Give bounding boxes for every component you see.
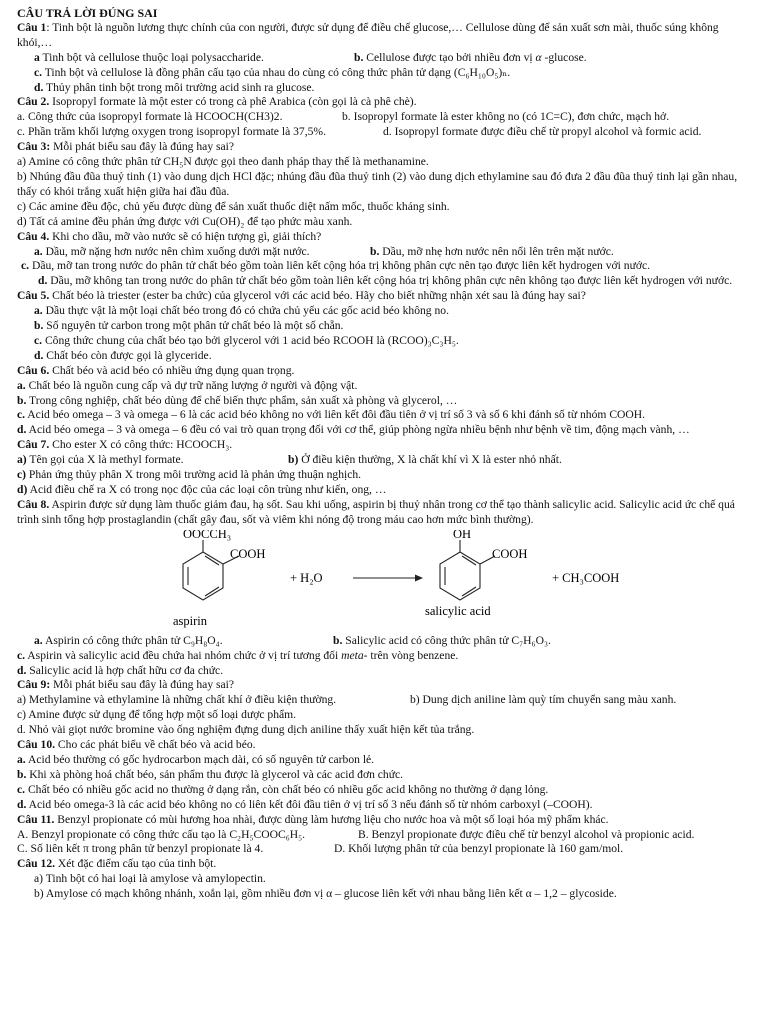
question-4-options-ab: a. Dầu, mỡ nặng hơn nước nên chìm xuống dưới mặt nước. b. Dầu, mỡ nhẹ hơn nước nên nổi lên trên mặt nước.: [34, 244, 614, 258]
reaction-scheme: [17, 530, 747, 632]
question-5-option-b: b. Số nguyên tử carbon trong một phân tử chất béo là một số chẵn.: [34, 319, 344, 333]
question-9-stem: Câu 9: Mỗi phát biểu sau đây là đúng hay sai?: [17, 678, 235, 692]
question-11-options-cd: C. Số liên kết π trong phân tử benzyl propionate là 4. D. Khối lượng phân tử của benzyl propionate là 160 gam/mol.: [17, 842, 624, 856]
question-7-options-ab: a) Tên gọi của X là methyl formate. b) Ở điều kiện thường, X là chất khí vì X là ester nhỏ nhất.: [17, 453, 562, 467]
reaction-arrow-head: [415, 574, 423, 581]
question-5-stem: Câu 5. Chất béo là triester (ester ba chức) của glycerol với các acid béo. Hãy cho biết những nhận xét sau là đúng hay sai?: [17, 289, 586, 303]
question-1-options-ab: a Tinh bột và cellulose thuộc loại polysaccharide. b. Cellulose được tạo bởi nhiều đơn vị α -glucose.: [34, 50, 587, 64]
question-8-options-ab: a. Aspirin có công thức phân tử C₉H₈O₄. b. Salicylic acid có công thức phân tử C₇H₆O₃.: [34, 633, 551, 647]
question-6-option-d: d. Acid béo omega – 3 và omega – 6 đều có vai trò quan trọng đối với cơ thể, giúp phòng ngừa nhiều bệnh như bệnh về tim, động mạch vành, …: [17, 423, 690, 437]
ooch3-label: OOCCH₃: [183, 529, 232, 541]
question-7-option-d: d) Acid điều chế ra X có trong nọc độc của các loại côn trùng như kiến, ong, …: [17, 483, 387, 496]
question-2-options-ab: a. Công thức của isopropyl formate là HCOOCH(CH3)2. b. Isopropyl formate là ester không no (có 1C=C), đơn chức, mạch hở.: [17, 110, 670, 124]
cooh-label-1: COOH: [230, 546, 266, 561]
plus-acetic-acid: + CH₃COOH: [552, 570, 620, 585]
plus-water: + H₂O: [290, 570, 323, 585]
question-9-option-d: d. Nhỏ vài giọt nước bromine vào ống nghiệm đựng dung dịch aniline thấy xuất hiện kết tủa trắng.: [17, 723, 475, 737]
page-title: CÂU TRẢ LỜI ĐÚNG SAI: [17, 6, 158, 20]
aspirin-label: aspirin: [173, 613, 208, 628]
question-11-stem: Câu 11. Benzyl propionate có mùi hương hoa nhài, được dùng làm hương liệu cho nước hoa và một số loại hóa mỹ phẩm khác.: [17, 812, 609, 826]
question-6-option-b: b. Trong công nghiệp, chất béo dùng để chế biến thực phẩm, sản xuất xà phòng và glycerol, …: [17, 393, 458, 407]
question-12-option-b: b) Amylose có mạch không nhánh, xoắn lại, gồm nhiều đơn vị α – glucose liên kết với nhau bằng liên kết α – 1,2 – glycoside.: [34, 887, 617, 901]
question-10-option-c: c. Chất béo có nhiều gốc acid no thường ở dạng rắn, còn chất béo có nhiều gốc acid không no thường ở dạng lỏng.: [17, 782, 549, 796]
question-10-option-d: d. Acid béo omega-3 là các acid béo không no có liên kết đôi đầu tiên ở vị trí số 3 nếu đánh số từ nhóm carboxyl (–COOH).: [17, 797, 593, 811]
question-1-option-c: c. Tinh bột và cellulose là đồng phân cấu tạo của nhau do cùng có công thức phân tử dạng (C₆H₁₀O₅)ₙ.: [34, 65, 511, 79]
question-2-options-cd: c. Phần trăm khối lượng oxygen trong isopropyl formate là 37,5%. d. Isopropyl formate được điều chế từ propyl alcohol và formic acid.: [17, 125, 702, 139]
salicylic-acid-label: salicylic acid: [425, 603, 491, 618]
question-6-option-a: a. Chất béo là nguồn cung cấp và dự trữ năng lượng ở người và động vật.: [17, 378, 358, 392]
question-5-option-c: c. Công thức chung của chất béo tạo bởi glycerol với 1 acid béo RCOOH là (RCOO)₃C₃H₅.: [34, 333, 459, 347]
question-3-stem: Câu 3: Mỗi phát biểu sau đây là đúng hay sai?: [17, 140, 235, 154]
question-10-option-b: b. Khi xà phòng hoá chất béo, sản phẩm thu được là glycerol và các acid đơn chức.: [17, 767, 404, 781]
question-12-stem: Câu 12. Xét đặc điểm cấu tạo của tinh bột.: [17, 857, 217, 871]
question-4-option-c: c. Dầu, mỡ tan trong nước do phân tử chất béo gồm toàn liên kết cộng hóa trị không phân cực nên tạo được liên kết hydrogen với nước.: [21, 259, 651, 273]
question-3-option-c: c) Các amine đều độc, chủ yếu được dùng để sản xuất thuốc diệt nấm mốc, thuốc kháng sinh.: [17, 199, 450, 213]
question-1-stem: Câu 1: Tinh bột là nguồn lương thực chính của con người, được sử dụng để điều chế glucose,… Cellulose dùng để sản xuất sơn mài, thuốc súng không khói,…: [17, 20, 719, 49]
question-9-options-ab: a) Methylamine và ethylamine là những chất khí ở điều kiện thường. b) Dung dịch aniline làm quỳ tím chuyển sang màu xanh.: [17, 693, 677, 707]
aspirin-benzene-ring: [183, 552, 223, 600]
question-8-option-d: d. Salicylic acid là hợp chất hữu cơ đa chức.: [17, 663, 224, 677]
question-4-stem: Câu 4. Khi cho dầu, mỡ vào nước sẽ có hiện tượng gì, giải thích?: [17, 229, 322, 243]
question-6-option-c: c. Acid béo omega – 3 và omega – 6 là các acid béo không no với liên kết đôi đầu tiên ở vị trí số 3 và số 6 khi đánh số từ nhóm COOH.: [17, 408, 646, 422]
question-8-option-c: c. Aspirin và salicylic acid đều chứa hai nhóm chức ở vị trí tương đối meta- trên vòng benzene.: [17, 648, 459, 662]
question-2-stem: Câu 2. Isopropyl formate là một ester có trong cà phê Arabica (còn gọi là cà phê chè).: [17, 95, 417, 109]
question-8-stem: Câu 8. Aspirin được sử dụng làm thuốc giảm đau, hạ sốt. Sau khi uống, aspirin bị thuỷ nhân trong cơ thể tạo thành salicylic acid. Salicylic acid ức chế quá trình sinh tổng hợp prostaglandin (chất gây đau, sốt và viêm khi nóng độ trong máu cao hơn mức bình thường).: [17, 497, 735, 526]
aspirin-hydrolysis-reaction: [17, 530, 752, 632]
question-1-option-d: d. Thủy phân tinh bột trong môi trường acid sinh ra glucose.: [34, 80, 315, 94]
question-9-option-c: c) Amine được sử dụng để tổng hợp một số loại dược phẩm.: [17, 708, 297, 722]
question-3-option-b: b) Nhúng đầu đũa thuỷ tinh (1) vào dung dịch HCl đặc; nhúng đầu đũa thuỷ tinh (2) vào dung dịch ethylamine sau đó đưa 2 đầu đũa thuỷ tinh lại gần nhau, thấy có khói trắng xuất hiện giữa hai đầu đũa.: [17, 169, 738, 198]
oh-label: OH: [453, 529, 472, 541]
question-5-option-d: d. Chất béo còn được gọi là glyceride.: [34, 348, 212, 362]
question-7-stem: Câu 7. Cho ester X có công thức: HCOOCH₃.: [17, 438, 233, 452]
question-6-stem: Câu 6. Chất béo và acid béo có nhiều ứng dụng quan trọng.: [17, 363, 295, 377]
question-3-option-a: a) Amine có công thức phân tử CH₅N được gọi theo danh pháp thay thế là methanamine.: [17, 155, 429, 169]
cooh-label-2: COOH: [492, 546, 528, 561]
question-12-option-a: a) Tinh bột có hai loại là amylose và amylopectin.: [34, 872, 266, 886]
question-3-option-d: d) Tất cả amine đều phản ứng được với Cu(OH)₂ để tạo phức màu xanh.: [17, 214, 353, 228]
question-7-option-c: c) Phản ứng thủy phân X trong môi trường acid là phản ứng thuận nghịch.: [17, 468, 362, 482]
question-5-option-a: a. Dầu thực vật là một loại chất béo trong đó có chứa chủ yếu các gốc acid béo không no.: [34, 304, 449, 318]
question-10-option-a: a. Acid béo thường có gốc hydrocarbon mạch dài, có số nguyên tử carbon lẻ.: [17, 752, 375, 766]
question-10-stem: Câu 10. Cho các phát biểu về chất béo và acid béo.: [17, 738, 256, 752]
salicylic-benzene-ring: [440, 552, 480, 600]
question-11-options-ab: A. Benzyl propionate có công thức cấu tạo là C₂H₅COOC₆H₅. B. Benzyl propionate được điều chế từ benzyl alcohol và propionic acid.: [17, 827, 695, 841]
question-4-option-d: d. Dầu, mỡ không tan trong nước do phân tử chất béo gồm toàn liên kết cộng hóa trị không phân cực nên không tạo được liên kết hydrogen với nước.: [38, 274, 733, 288]
